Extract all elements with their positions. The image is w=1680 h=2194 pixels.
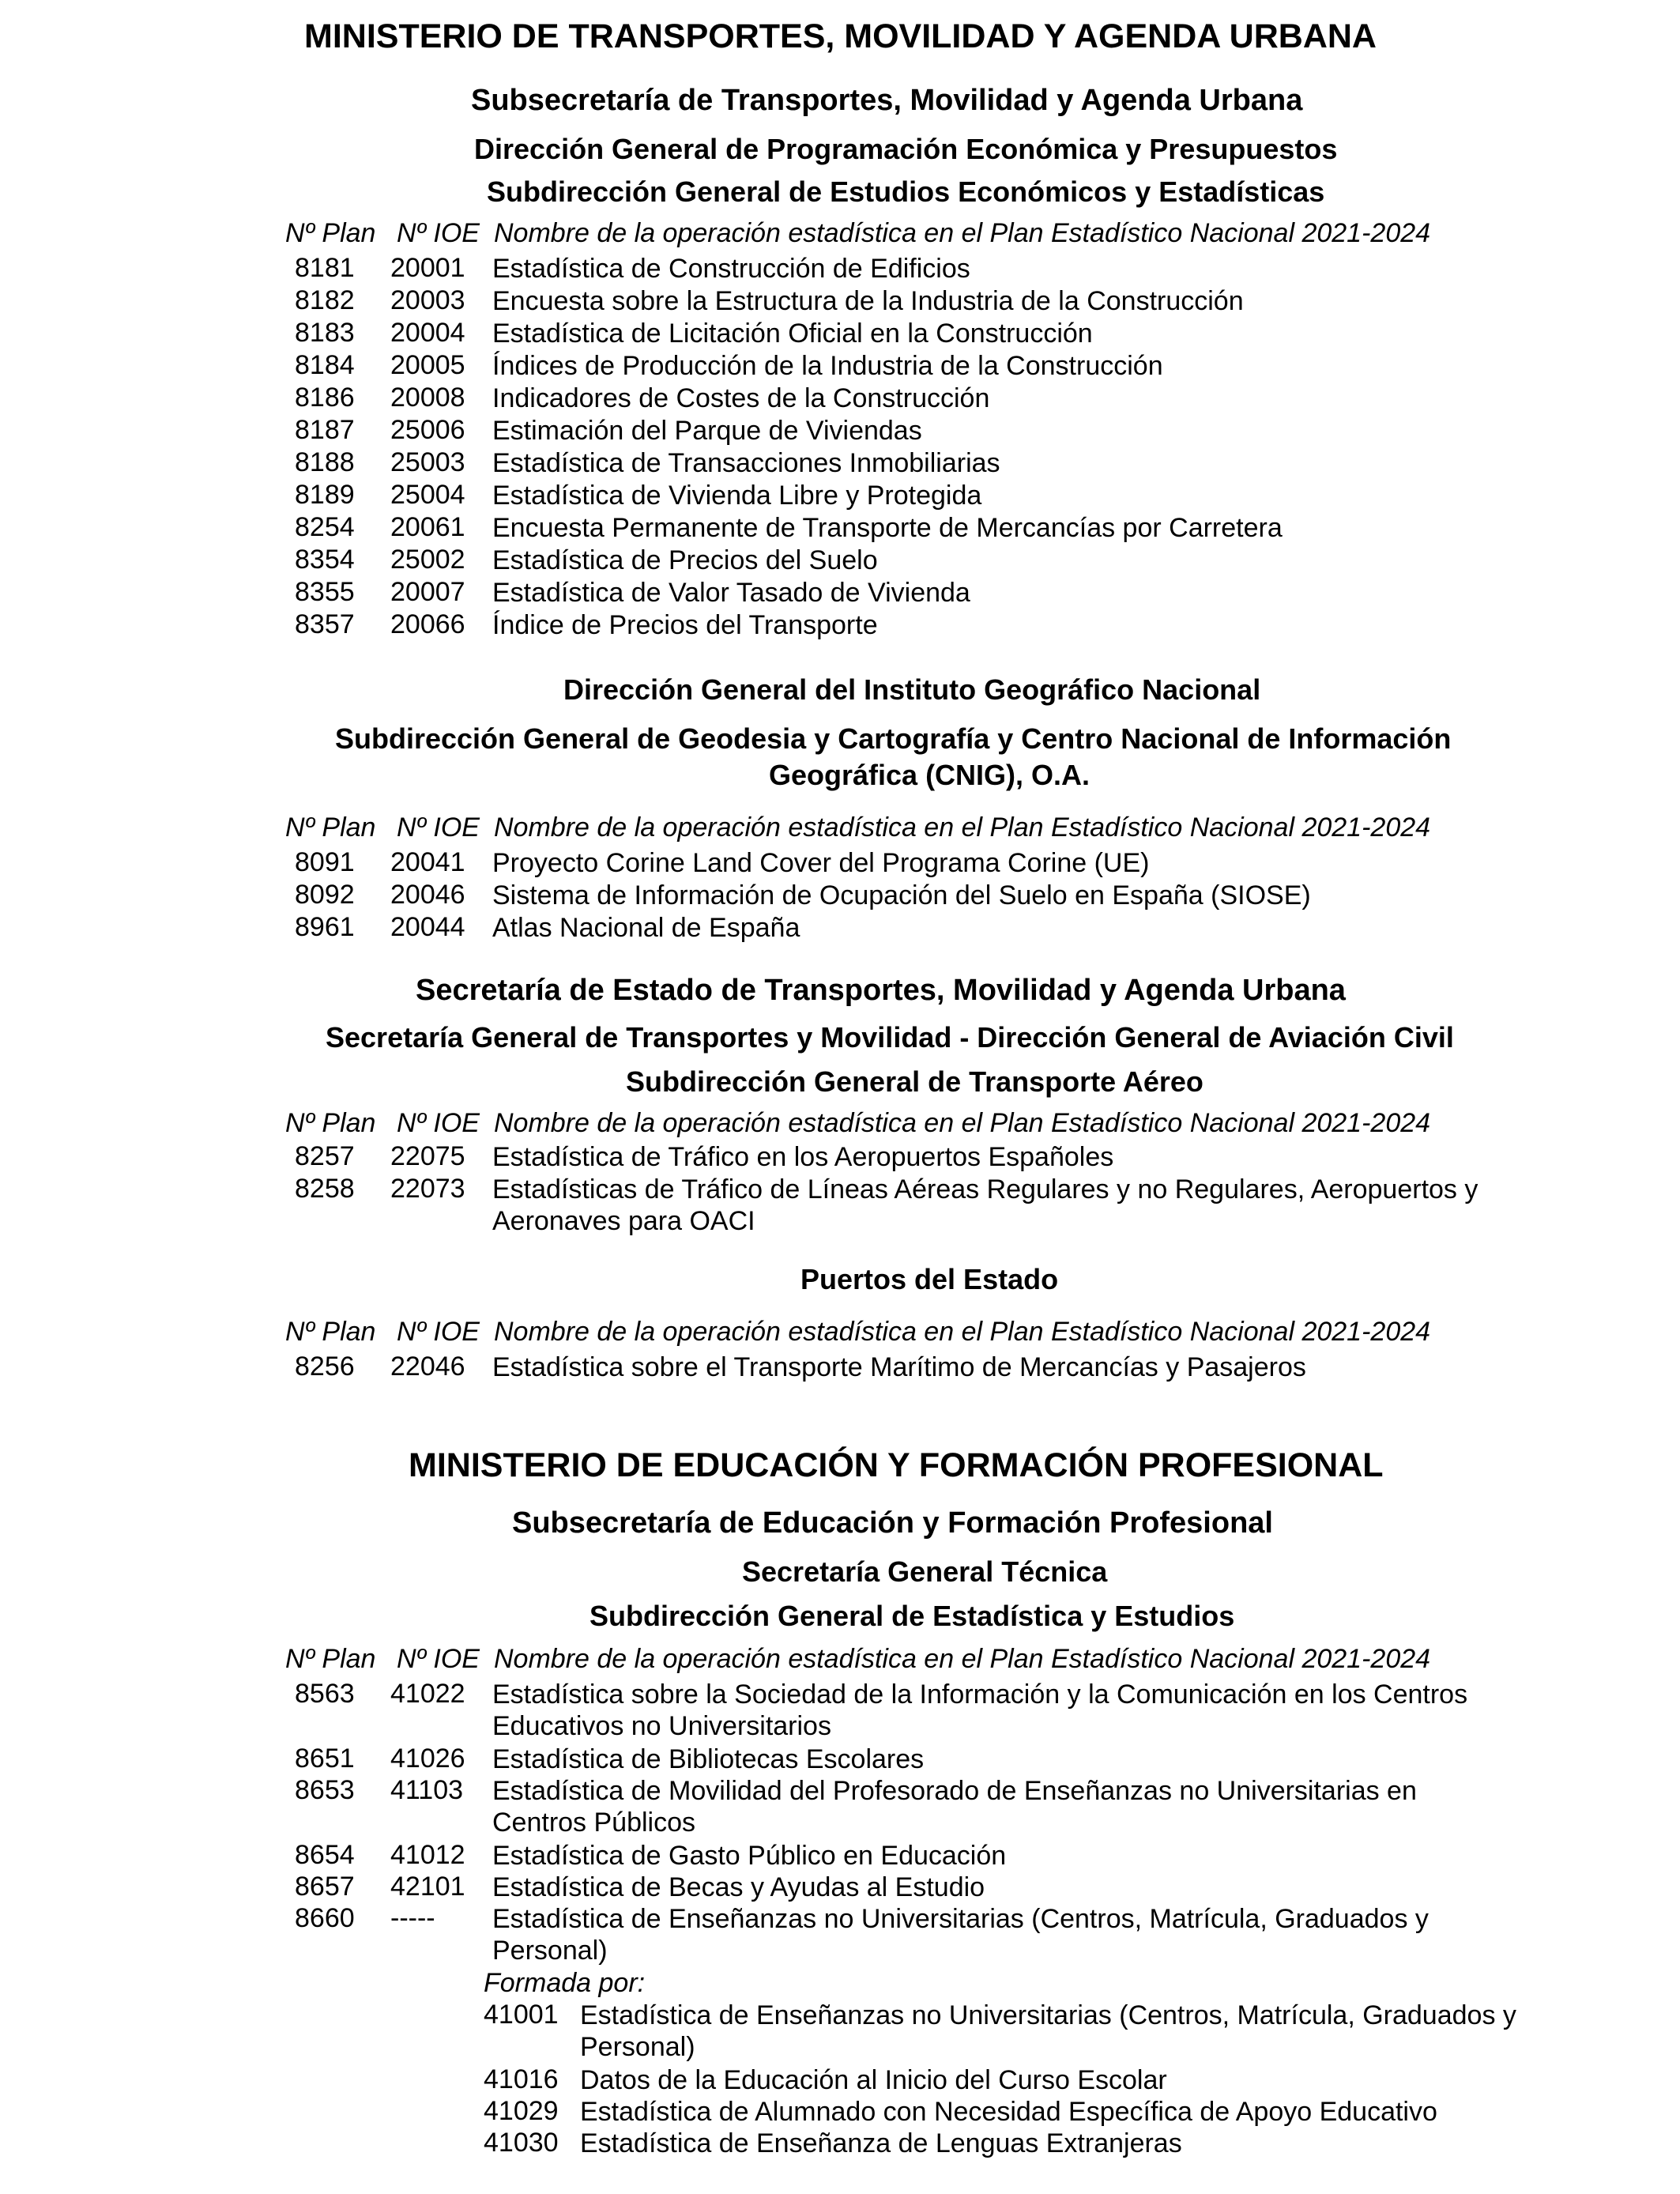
ioe-number: 22075 [390, 1141, 465, 1171]
plan-number: 8355 [295, 577, 355, 607]
column-header-row [0, 218, 1680, 251]
ioe-number: 41001 [484, 2000, 559, 2030]
plan-number: 8257 [295, 1141, 355, 1171]
column-header-plan: Nº Plan [285, 812, 376, 843]
ioe-number: 22073 [390, 1174, 465, 1204]
column-header-row [0, 812, 1680, 846]
column-header-ioe: Nº IOE [397, 218, 480, 248]
ioe-number: 20061 [390, 512, 465, 542]
ioe-number: 25006 [390, 415, 465, 445]
operation-name: Estadística de Enseñanzas no Universitarias (Centros, Matrícula, Graduados y Personal) [492, 1904, 1429, 1966]
operation-name: Estadística de Licitación Oficial en la Construcción [492, 319, 1093, 349]
column-header-plan: Nº Plan [285, 1644, 376, 1674]
section-heading: Subdirección General de Transporte Aéreo [626, 1065, 1203, 1098]
ioe-number: 20041 [390, 847, 465, 877]
plan-number: 8182 [295, 285, 355, 315]
operation-name: Estadística sobre la Sociedad de la Información y la Comunicación en los Centros Educativos no Universitarios [492, 1679, 1468, 1741]
plan-number: 8653 [295, 1775, 355, 1805]
column-header-ioe: Nº IOE [397, 1644, 480, 1674]
ioe-number: 41029 [484, 2096, 559, 2126]
section-heading: Secretaría General Técnica [742, 1555, 1108, 1588]
operation-name: Estadística de Transacciones Inmobiliarias [492, 448, 1000, 478]
operation-name: Encuesta sobre la Estructura de la Industria de la Construcción [492, 286, 1244, 316]
column-header-name: Nombre de la operación estadística en el Plan Estadístico Nacional 2021-2024 [494, 1644, 1431, 1674]
ioe-number: 20044 [390, 912, 465, 942]
section-heading: Dirección General de Programación Económica y Presupuestos [474, 133, 1338, 165]
operation-name: Estadísticas de Tráfico de Líneas Aéreas Regulares y no Regulares, Aeropuertos y Aeronaves para OACI [492, 1174, 1478, 1236]
operation-name: Estadística de Tráfico en los Aeropuertos Españoles [492, 1142, 1114, 1172]
section-heading: Secretaría General de Transportes y Movilidad - Dirección General de Aviación Civil [326, 1021, 1454, 1054]
section-heading: Subdirección General de Estadística y Estudios [590, 1600, 1235, 1632]
operation-name: Estadística de Becas y Ayudas al Estudio [492, 1872, 985, 1902]
formada-por-label: Formada por: [484, 1968, 646, 1998]
operation-name: Estadística de Precios del Suelo [492, 545, 878, 575]
column-header-row [0, 1644, 1680, 1677]
plan-number: 8181 [295, 253, 355, 283]
plan-number: 8189 [295, 480, 355, 510]
section-heading: Puertos del Estado [800, 1263, 1059, 1295]
column-header-row [0, 1108, 1680, 1141]
plan-number: 8258 [295, 1174, 355, 1204]
plan-number: 8187 [295, 415, 355, 445]
column-header-plan: Nº Plan [285, 218, 376, 248]
ministry-title: MINISTERIO DE TRANSPORTES, MOVILIDAD Y AGENDA URBANA [304, 17, 1377, 55]
plan-number: 8651 [295, 1744, 355, 1774]
plan-number: 8188 [295, 447, 355, 477]
section-heading: Secretaría de Estado de Transportes, Movilidad y Agenda Urbana [416, 974, 1346, 1007]
column-header-name: Nombre de la operación estadística en el Plan Estadístico Nacional 2021-2024 [494, 1108, 1431, 1138]
operation-name: Atlas Nacional de España [492, 913, 800, 943]
operation-name: Estadística de Valor Tasado de Vivienda [492, 578, 970, 608]
column-header-ioe: Nº IOE [397, 1317, 480, 1347]
operation-name: Proyecto Corine Land Cover del Programa Corine (UE) [492, 848, 1150, 878]
ioe-number: 20004 [390, 318, 465, 348]
column-header-name: Nombre de la operación estadística en el Plan Estadístico Nacional 2021-2024 [494, 218, 1431, 248]
plan-number: 8657 [295, 1872, 355, 1902]
operation-name: Estadística de Alumnado con Necesidad Específica de Apoyo Educativo [580, 2097, 1437, 2127]
operation-name: Encuesta Permanente de Transporte de Mercancías por Carretera [492, 513, 1283, 543]
operation-name: Datos de la Educación al Inicio del Curso Escolar [580, 2065, 1167, 2095]
column-header-plan: Nº Plan [285, 1317, 376, 1347]
operation-name: Estadística de Enseñanza de Lenguas Extranjeras [580, 2128, 1182, 2158]
operation-name: Estadística de Gasto Público en Educación [492, 1841, 1007, 1871]
ioe-number: 20046 [390, 880, 465, 910]
ioe-number: 20066 [390, 609, 465, 639]
section-heading: Subsecretaría de Educación y Formación Profesional [512, 1506, 1273, 1540]
operation-name: Estadística de Vivienda Libre y Protegida [492, 481, 982, 511]
ministry-title: MINISTERIO DE EDUCACIÓN Y FORMACIÓN PROFESIONAL [409, 1446, 1384, 1484]
ioe-number: 42101 [390, 1872, 465, 1902]
plan-number: 8563 [295, 1679, 355, 1709]
column-header-plan: Nº Plan [285, 1108, 376, 1138]
column-header-name: Nombre de la operación estadística en el Plan Estadístico Nacional 2021-2024 [494, 1317, 1431, 1347]
plan-number: 8186 [295, 383, 355, 413]
section-heading: Subdirección General de Estudios Económicos y Estadísticas [487, 175, 1325, 208]
plan-number: 8654 [295, 1840, 355, 1870]
operation-name: Estadística de Movilidad del Profesorado de Enseñanzas no Universitarias en Centros Públicos [492, 1776, 1417, 1838]
column-header-ioe: Nº IOE [397, 1108, 480, 1138]
ioe-number: 20008 [390, 383, 465, 413]
operation-name: Índice de Precios del Transporte [492, 610, 878, 640]
operation-name: Sistema de Información de Ocupación del Suelo en España (SIOSE) [492, 880, 1311, 910]
ioe-number: 25004 [390, 480, 465, 510]
ioe-number: 20005 [390, 350, 465, 380]
ioe-number: 20007 [390, 577, 465, 607]
operation-name: Estimación del Parque de Viviendas [492, 416, 922, 446]
plan-number: 8254 [295, 512, 355, 542]
plan-number: 8357 [295, 609, 355, 639]
plan-number: 8092 [295, 880, 355, 910]
operation-name: Estadística de Enseñanzas no Universitarias (Centros, Matrícula, Graduados y Personal) [580, 2000, 1516, 2062]
section-heading: Geográfica (CNIG), O.A. [769, 759, 1090, 791]
ioe-number: 41030 [484, 2128, 559, 2158]
plan-number: 8183 [295, 318, 355, 348]
ioe-number: 20003 [390, 285, 465, 315]
column-header-ioe: Nº IOE [397, 812, 480, 843]
ioe-number: 41016 [484, 2064, 559, 2094]
section-heading: Dirección General del Instituto Geográfico Nacional [563, 673, 1261, 706]
plan-number: 8184 [295, 350, 355, 380]
plan-number: 8091 [295, 847, 355, 877]
operation-name: Estadística sobre el Transporte Marítimo de Mercancías y Pasajeros [492, 1352, 1306, 1382]
plan-number: 8961 [295, 912, 355, 942]
ioe-number: 20001 [390, 253, 465, 283]
section-heading: Subsecretaría de Transportes, Movilidad y Agenda Urbana [471, 84, 1303, 117]
ioe-number: 41103 [390, 1775, 464, 1805]
ioe-number: 22046 [390, 1351, 465, 1382]
operation-name: Indicadores de Costes de la Construcción [492, 383, 990, 413]
plan-number: 8256 [295, 1351, 355, 1382]
section-heading: Subdirección General de Geodesia y Cartografía y Centro Nacional de Información [335, 722, 1452, 755]
column-header-row [0, 1317, 1680, 1350]
ioe-number: 41026 [390, 1744, 465, 1774]
ioe-number: 41012 [390, 1840, 465, 1870]
ioe-number: 25002 [390, 545, 465, 575]
operation-name: Estadística de Bibliotecas Escolares [492, 1744, 925, 1774]
operation-name: Índices de Producción de la Industria de la Construcción [492, 351, 1163, 381]
operation-name: Estadística de Construcción de Edificios [492, 254, 970, 284]
ioe-number: ----- [390, 1903, 435, 1933]
plan-number: 8354 [295, 545, 355, 575]
column-header-name: Nombre de la operación estadística en el Plan Estadístico Nacional 2021-2024 [494, 812, 1431, 843]
ioe-number: 41022 [390, 1679, 465, 1709]
ioe-number: 25003 [390, 447, 465, 477]
plan-number: 8660 [295, 1903, 355, 1933]
